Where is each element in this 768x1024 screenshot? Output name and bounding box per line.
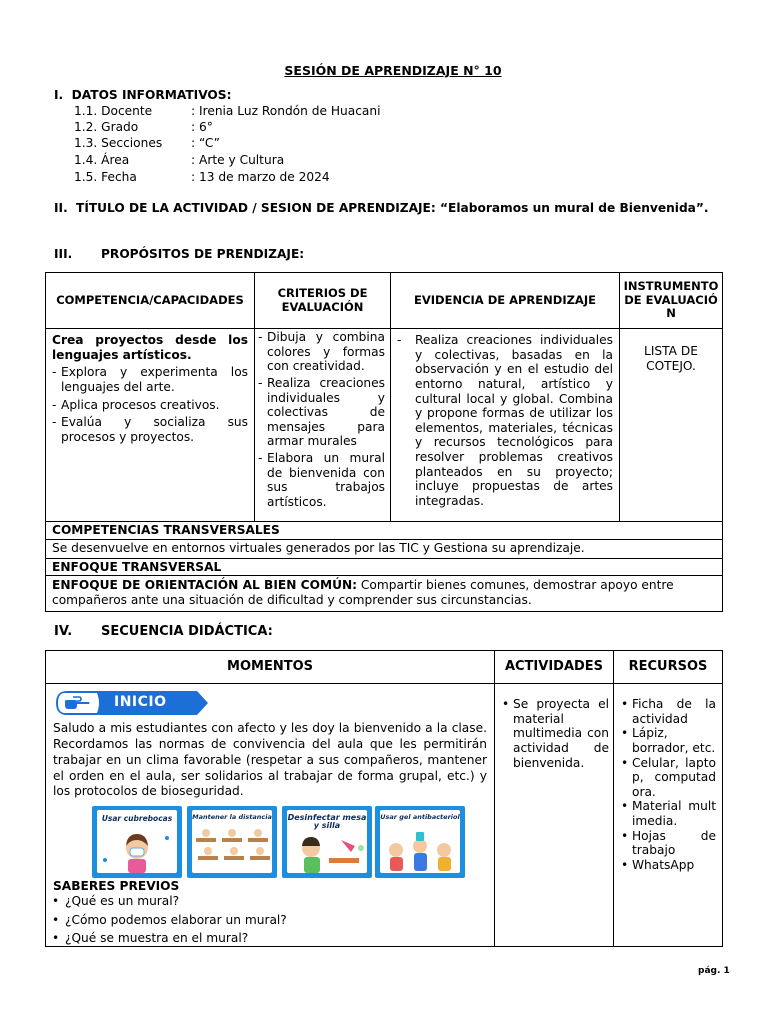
info-value: : 13 de marzo de 2024 bbox=[191, 170, 330, 184]
transversales-title: COMPETENCIAS TRANSVERSALES bbox=[46, 522, 723, 540]
actividades-cell bbox=[495, 684, 614, 947]
section-3-number: III. bbox=[54, 247, 73, 261]
list-item: - Dibuja y combina colores y formas con creatividad. bbox=[258, 330, 385, 374]
card-inner bbox=[97, 810, 177, 873]
info-label: 1.4. Área bbox=[74, 153, 130, 167]
card-usar-gel bbox=[375, 806, 465, 878]
list-item: • Celular, laptop, computadora. bbox=[620, 756, 716, 800]
list-item: - Realiza creaciones individuales y colectivas de mensajes para armar murales bbox=[258, 376, 385, 449]
section-4-heading: SECUENCIA DIDÁCTICA: bbox=[101, 624, 273, 639]
info-value: : Irenia Luz Rondón de Huacani bbox=[191, 104, 381, 118]
instrumento-cell: LISTA DE COTEJO. bbox=[620, 329, 723, 522]
list-item: • Se proyecta el material multimedia con actividad de bienvenida. bbox=[501, 697, 609, 770]
pointing-hand-icon bbox=[63, 695, 91, 711]
enfoque-cell bbox=[46, 576, 723, 611]
card-inner bbox=[287, 810, 367, 873]
competencia-cell bbox=[46, 329, 255, 522]
evidencia-list bbox=[397, 333, 613, 509]
enfoque-text: Compartir bienes comunes, demostrar apoyo entre compañeros ante una situación de dificultad y comprender sus circunstancias. bbox=[52, 578, 674, 607]
section-2-number: II. bbox=[54, 201, 68, 215]
list-item: • ¿Qué se muestra en el mural? bbox=[51, 931, 481, 946]
list-item: • WhatsApp bbox=[620, 858, 716, 873]
enfoque-title: ENFOQUE TRANSVERSAL bbox=[46, 558, 723, 576]
enfoque-label: ENFOQUE DE ORIENTACIÓN AL BIEN COMÚN: bbox=[52, 578, 358, 593]
section-1-heading: I. DATOS INFORMATIVOS: bbox=[54, 88, 232, 102]
header-actividades: ACTIVIDADES bbox=[495, 651, 614, 684]
card-caption: Usar gel antibacteriol bbox=[380, 813, 460, 821]
info-label: 1.5. Fecha bbox=[74, 170, 137, 184]
criterios-cell bbox=[255, 329, 391, 522]
card-inner bbox=[380, 810, 460, 873]
list-item: - Elabora un mural de bienvenida con sus trabajos artísticos. bbox=[258, 451, 385, 510]
header-competencia: COMPETENCIA/CAPACIDADES bbox=[46, 273, 255, 329]
list-item: - Explora y experimenta los lenguajes del arte. bbox=[52, 365, 248, 394]
card-usar-cubrebocas bbox=[92, 806, 182, 878]
section-3-heading: PROPÓSITOS DE PRENDIZAJE: bbox=[101, 247, 305, 261]
recursos-list bbox=[620, 697, 716, 873]
list-item: - Aplica procesos creativos. bbox=[52, 398, 248, 413]
competencia-title: Crea proyectos desde los lenguajes artísticos. bbox=[52, 333, 248, 362]
card-caption: Usar cubrebocas bbox=[101, 814, 173, 823]
page-title: SESIÓN DE APRENDIZAJE N° 10 bbox=[284, 63, 502, 78]
inicio-banner bbox=[55, 690, 209, 716]
list-item: • Hojas de trabajo bbox=[620, 829, 716, 858]
purposes-table bbox=[45, 272, 723, 612]
header-criterios: CRITERIOS DE EVALUACIÓN bbox=[255, 273, 391, 329]
card-caption: Mantener la distancia bbox=[192, 813, 272, 821]
card-mantener-distancia bbox=[187, 806, 277, 878]
header-evidencia: EVIDENCIA DE APRENDIZAJE bbox=[391, 273, 620, 329]
info-label: 1.2. Grado bbox=[74, 120, 139, 134]
recursos-cell bbox=[614, 684, 723, 947]
saberes-list bbox=[51, 894, 481, 946]
header-instrumento: INSTRUMENTO DE EVALUACIÓN bbox=[620, 273, 723, 329]
list-item: • ¿Qué es un mural? bbox=[51, 894, 481, 909]
capacidades-list bbox=[52, 365, 248, 444]
info-label: 1.1. Docente bbox=[74, 104, 153, 118]
inicio-label: INICIO bbox=[114, 694, 167, 710]
inicio-intro-text: Saludo a mis estudiantes con afecto y les doy la bienvenido a la clase. Recordamos las normas de convivencia del aula que les permitirán trabajar en un clima favorable (respetar a sus compañeros, mantener el orden en el aula, ser solidarios al trabajar de forma grupal, etc.) y los protocolos de bioseguridad. bbox=[53, 721, 487, 799]
saberes-title: SABERES PREVIOS bbox=[53, 879, 180, 893]
page-number: pág. 1 bbox=[698, 966, 730, 976]
info-value: : “C” bbox=[191, 136, 220, 150]
section-2-title: TÍTULO DE LA ACTIVIDAD / SESION DE APRENDIZAJE: “Elaboramos un mural de Bienvenida”. bbox=[76, 201, 709, 215]
section-4-number: IV. bbox=[54, 624, 73, 639]
list-item: • Lápiz, borrador, etc. bbox=[620, 726, 716, 755]
transversales-text: Se desenvuelve en entornos virtuales generados por las TIC y Gestiona su aprendizaje. bbox=[46, 539, 723, 558]
list-item: - Realiza creaciones individuales y colectivas, basadas en la observación y en el estudio del entorno natural, artístico y cultural local y global. Combina y propone formas de utilizar los elementos, materiales, técnicas y recursos tecnológicos para resolver problemas creativos planteados en su proyecto; incluye propuestas de artes integradas. bbox=[397, 333, 613, 509]
card-caption: Desinfectar mesa y silla bbox=[287, 813, 367, 831]
header-recursos: RECURSOS bbox=[614, 651, 723, 684]
info-value: : Arte y Cultura bbox=[191, 153, 285, 167]
list-item: • Ficha de la actividad bbox=[620, 697, 716, 726]
evidencia-cell bbox=[391, 329, 620, 522]
criterios-list bbox=[258, 330, 385, 510]
info-label: 1.3. Secciones bbox=[74, 136, 163, 150]
list-item: • ¿Cómo podemos elaborar un mural? bbox=[51, 913, 481, 928]
card-desinfectar bbox=[282, 806, 372, 878]
list-item: • Material multimedia. bbox=[620, 799, 716, 828]
actividades-list bbox=[501, 697, 609, 770]
info-value: : 6° bbox=[191, 120, 213, 134]
card-inner bbox=[192, 810, 272, 873]
list-item: - Evalúa y socializa sus procesos y proyectos. bbox=[52, 415, 248, 444]
header-momentos: MOMENTOS bbox=[46, 651, 495, 684]
